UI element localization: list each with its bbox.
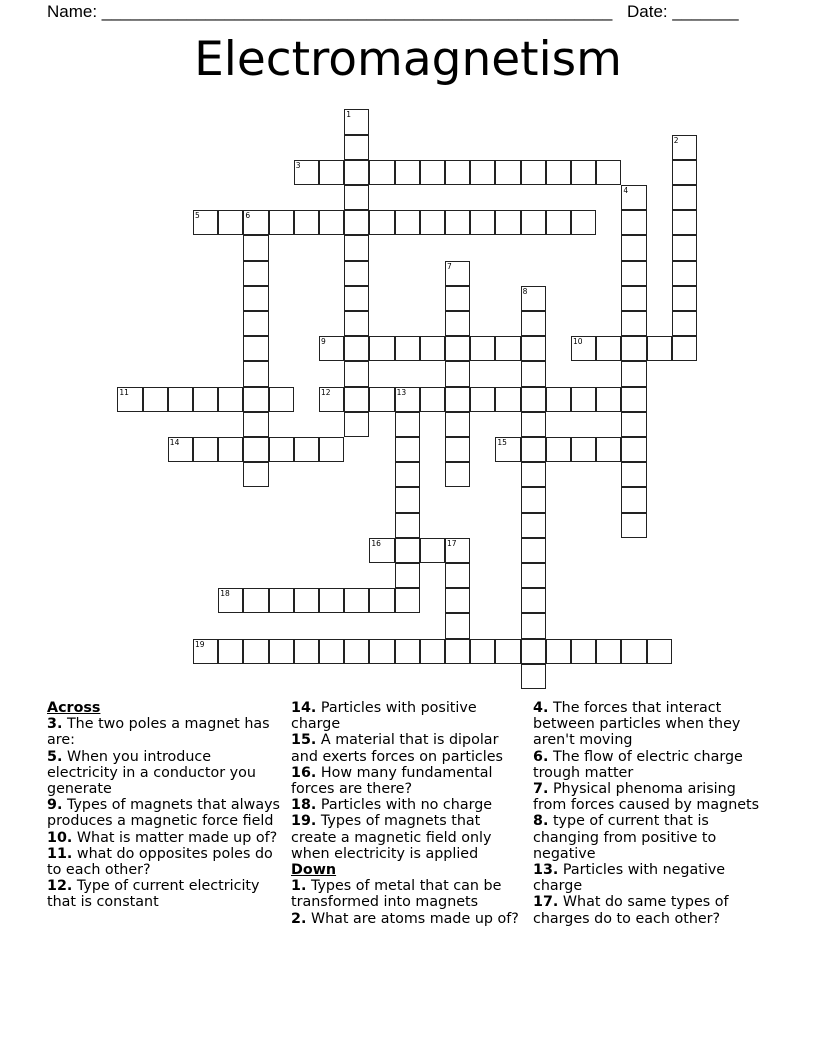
grid-cell[interactable] [344, 412, 369, 437]
grid-cell[interactable] [395, 387, 420, 412]
grid-cell[interactable] [395, 160, 420, 185]
grid-cell[interactable] [672, 210, 697, 235]
grid-cell[interactable] [470, 387, 495, 412]
grid-cell[interactable] [546, 437, 571, 462]
grid-cell[interactable] [596, 160, 621, 185]
clue-number: 15. [291, 732, 317, 749]
grid-cell[interactable] [571, 160, 596, 185]
grid-cell[interactable] [521, 487, 546, 512]
grid-cell[interactable] [395, 588, 420, 613]
crossword-grid [118, 110, 698, 691]
grid-cell[interactable] [243, 639, 268, 664]
grid-cell[interactable] [495, 336, 520, 361]
grid-cell[interactable] [445, 639, 470, 664]
grid-cell[interactable] [369, 639, 394, 664]
clue-text: What are atoms made up of? [310, 910, 519, 927]
grid-cell[interactable] [269, 387, 294, 412]
grid-cell[interactable] [344, 160, 369, 185]
grid-cell[interactable] [672, 336, 697, 361]
grid-cell[interactable] [243, 311, 268, 336]
clue-number: 16. [291, 764, 317, 781]
clue-text: How many fundamental forces are there? [291, 764, 493, 798]
grid-cell[interactable] [647, 336, 672, 361]
grid-cell[interactable] [445, 412, 470, 437]
grid-cell[interactable] [193, 387, 218, 412]
grid-cell[interactable] [420, 336, 445, 361]
grid-cell[interactable] [521, 538, 546, 563]
grid-cell[interactable] [243, 286, 268, 311]
grid-cell[interactable] [672, 261, 697, 286]
grid-cell[interactable] [445, 261, 470, 286]
grid-cell[interactable] [596, 639, 621, 664]
grid-cell[interactable] [319, 639, 344, 664]
grid-cell[interactable] [445, 563, 470, 588]
grid-cell[interactable] [218, 387, 243, 412]
grid-cell[interactable] [546, 210, 571, 235]
grid-cell[interactable] [621, 235, 646, 260]
grid-cell[interactable] [621, 261, 646, 286]
grid-cell[interactable] [243, 361, 268, 386]
clue-across [47, 846, 283, 878]
clue-number-label: 19 [195, 639, 205, 649]
grid-cell[interactable] [470, 639, 495, 664]
date-field-label: Date: _______ [627, 2, 739, 21]
clue-down [533, 894, 769, 926]
grid-cell[interactable] [269, 639, 294, 664]
clue-text: Type of current electricity that is constant [47, 878, 260, 911]
clue-number-label: 17 [447, 538, 457, 548]
grid-cell[interactable] [294, 437, 319, 462]
clue-column-3 [533, 700, 769, 927]
grid-cell[interactable] [243, 261, 268, 286]
clue-number: 7. [533, 781, 549, 798]
grid-cell[interactable] [521, 563, 546, 588]
grid-cell[interactable] [193, 639, 218, 664]
clue-text: A material that is dipolar and exerts forces on particles [291, 732, 503, 765]
grid-cell[interactable] [369, 387, 394, 412]
grid-cell[interactable] [596, 437, 621, 462]
across-heading: Across [47, 700, 101, 716]
grid-cell[interactable] [395, 639, 420, 664]
clue-down [533, 813, 769, 862]
grid-cell[interactable] [319, 210, 344, 235]
grid-cell[interactable] [117, 387, 142, 412]
clue-text: The flow of electric charge trough matter [533, 748, 743, 781]
grid-cell[interactable] [395, 336, 420, 361]
grid-cell[interactable] [344, 361, 369, 386]
clue-number-label: 8 [522, 286, 528, 296]
grid-cell[interactable] [395, 563, 420, 588]
clue-across [291, 813, 527, 862]
grid-cell[interactable] [596, 336, 621, 361]
grid-cell[interactable] [521, 613, 546, 638]
clue-number-label: 13 [396, 387, 407, 397]
clue-across [291, 700, 527, 732]
clue-across [47, 830, 283, 846]
grid-cell[interactable] [369, 538, 394, 563]
grid-cell[interactable] [621, 387, 646, 412]
grid-cell[interactable] [294, 588, 319, 613]
clue-text: Particles with no charge [320, 797, 493, 814]
clue-number: 13. [533, 862, 559, 879]
grid-cell[interactable] [168, 387, 193, 412]
grid-cell[interactable] [395, 437, 420, 462]
grid-cell[interactable] [344, 185, 369, 210]
clue-number: 4. [533, 700, 549, 716]
grid-cell[interactable] [521, 437, 546, 462]
clue-text: Types of metal that can be transformed into magnets [291, 878, 502, 911]
grid-cell[interactable] [571, 210, 596, 235]
grid-cell[interactable] [420, 160, 445, 185]
clue-number-label: 7 [447, 261, 452, 271]
grid-cell[interactable] [319, 588, 344, 613]
clue-down [291, 911, 527, 927]
clue-number-label: 14 [169, 438, 180, 447]
grid-cell[interactable] [621, 361, 646, 386]
grid-cell[interactable] [621, 210, 646, 235]
grid-cell[interactable] [672, 185, 697, 210]
grid-cell[interactable] [319, 437, 344, 462]
grid-cell[interactable] [621, 311, 646, 336]
grid-cell[interactable] [546, 387, 571, 412]
clue-text: Types of magnets that always produces a magnetic force field [47, 797, 280, 830]
grid-cell[interactable] [445, 588, 470, 613]
clue-number: 2. [291, 910, 307, 927]
grid-cell[interactable] [420, 639, 445, 664]
grid-cell[interactable] [420, 210, 445, 235]
clue-number-label: 18 [220, 589, 230, 599]
grid-cell[interactable] [470, 210, 495, 235]
clue-text: type of current that is changing from positive to negative [533, 813, 717, 862]
clue-number: 18. [291, 797, 317, 814]
grid-cell[interactable] [344, 639, 369, 664]
clue-number-label: 15 [497, 438, 507, 447]
grid-cell[interactable] [546, 160, 571, 185]
grid-cell[interactable] [445, 210, 470, 235]
page-title: Electromagnetism [194, 32, 622, 87]
grid-cell[interactable] [621, 639, 646, 664]
grid-cell[interactable] [269, 437, 294, 462]
grid-cell[interactable] [294, 639, 319, 664]
grid-cell[interactable] [344, 286, 369, 311]
grid-cell[interactable] [621, 336, 646, 361]
clue-number: 12. [47, 878, 73, 895]
grid-cell[interactable] [218, 639, 243, 664]
grid-cell[interactable] [344, 311, 369, 336]
grid-cell[interactable] [168, 437, 193, 462]
clue-number-label: 3 [295, 160, 301, 170]
grid-cell[interactable] [495, 437, 520, 462]
clue-number: 14. [291, 700, 317, 716]
grid-cell[interactable] [571, 437, 596, 462]
clue-number-label: 11 [119, 387, 129, 397]
clue-number-label: 4 [623, 186, 629, 195]
grid-cell[interactable] [445, 613, 470, 638]
clue-number-label: 5 [195, 211, 200, 221]
grid-cell[interactable] [193, 210, 218, 235]
grid-cell[interactable] [621, 437, 646, 462]
grid-cell[interactable] [521, 664, 546, 689]
grid-cell[interactable] [672, 235, 697, 260]
clue-number-label: 10 [573, 337, 583, 347]
grid-cell[interactable] [521, 210, 546, 235]
clue-across [291, 765, 527, 797]
clue-down [533, 862, 769, 894]
clue-number: 19. [291, 813, 317, 830]
clue-text: what do opposites poles do to each other? [47, 845, 273, 879]
grid-cell[interactable] [445, 361, 470, 386]
clue-number: 6. [533, 748, 549, 765]
grid-cell[interactable] [218, 437, 243, 462]
grid-cell[interactable] [470, 160, 495, 185]
grid-cell[interactable] [495, 160, 520, 185]
grid-cell[interactable] [521, 160, 546, 185]
clue-down [533, 749, 769, 781]
grid-cell[interactable] [344, 336, 369, 361]
clue-text: Particles with negative charge [533, 862, 726, 895]
grid-cell[interactable] [344, 210, 369, 235]
grid-cell[interactable] [445, 286, 470, 311]
clue-number: 5. [47, 748, 63, 765]
grid-cell[interactable] [395, 487, 420, 512]
grid-cell[interactable] [243, 412, 268, 437]
clue-across [47, 716, 283, 748]
grid-cell[interactable] [344, 109, 369, 134]
grid-cell[interactable] [546, 639, 571, 664]
clue-number-label: 16 [371, 538, 381, 548]
clue-number: 1. [291, 878, 307, 895]
clue-across [47, 878, 283, 910]
grid-cell[interactable] [521, 336, 546, 361]
clue-across [47, 749, 283, 798]
grid-cell[interactable] [344, 588, 369, 613]
grid-cell[interactable] [521, 311, 546, 336]
clue-text: Types of magnets that create a magnetic field only when electricity is applied [291, 813, 492, 862]
grid-cell[interactable] [319, 387, 344, 412]
grid-cell[interactable] [369, 160, 394, 185]
grid-cell[interactable] [193, 437, 218, 462]
clue-across [291, 797, 527, 813]
grid-cell[interactable] [621, 412, 646, 437]
grid-cell[interactable] [395, 412, 420, 437]
grid-cell[interactable] [243, 210, 268, 235]
grid-cell[interactable] [344, 387, 369, 412]
clue-number-label: 2 [673, 135, 679, 145]
grid-cell[interactable] [521, 286, 546, 311]
grid-cell[interactable] [445, 160, 470, 185]
grid-cell[interactable] [495, 639, 520, 664]
grid-cell[interactable] [218, 588, 243, 613]
clue-number-label: 6 [245, 211, 251, 221]
grid-cell[interactable] [344, 235, 369, 260]
clue-number: 3. [47, 716, 63, 733]
grid-cell[interactable] [445, 437, 470, 462]
clue-text: The forces that interact between particles when they aren't moving [533, 700, 741, 749]
clue-number-label: 9 [321, 337, 326, 347]
grid-cell[interactable] [672, 135, 697, 160]
grid-cell[interactable] [395, 538, 420, 563]
grid-cell[interactable] [571, 387, 596, 412]
clue-text: The two poles a magnet has are: [47, 716, 270, 749]
grid-cell[interactable] [243, 437, 268, 462]
grid-cell[interactable] [344, 261, 369, 286]
grid-cell[interactable] [621, 487, 646, 512]
grid-cell[interactable] [243, 462, 268, 487]
grid-cell[interactable] [294, 160, 319, 185]
grid-cell[interactable] [369, 336, 394, 361]
grid-cell[interactable] [395, 513, 420, 538]
grid-cell[interactable] [495, 387, 520, 412]
clue-text: Physical phenoma arising from forces caused by magnets [533, 781, 760, 814]
grid-cell[interactable] [521, 462, 546, 487]
clue-number-label: 12 [321, 387, 331, 397]
grid-cell[interactable] [445, 387, 470, 412]
grid-cell[interactable] [521, 387, 546, 412]
grid-cell[interactable] [269, 210, 294, 235]
grid-cell[interactable] [621, 513, 646, 538]
grid-cell[interactable] [445, 311, 470, 336]
clue-text: When you introduce electricity in a conductor you generate [47, 748, 256, 798]
grid-cell[interactable] [218, 210, 243, 235]
clue-down [533, 700, 769, 749]
grid-cell[interactable] [344, 135, 369, 160]
clue-number: 11. [47, 845, 73, 862]
grid-cell[interactable] [445, 336, 470, 361]
name-field-label: Name: ______________________________________________________ [47, 2, 613, 21]
grid-cell[interactable] [672, 160, 697, 185]
clue-down [291, 878, 527, 910]
grid-cell[interactable] [269, 588, 294, 613]
grid-cell[interactable] [647, 639, 672, 664]
clue-number: 10. [47, 829, 73, 846]
clue-text: Particles with positive charge [291, 700, 477, 733]
grid-cell[interactable] [395, 462, 420, 487]
grid-cell[interactable] [243, 387, 268, 412]
grid-cell[interactable] [672, 311, 697, 336]
grid-cell[interactable] [395, 210, 420, 235]
clue-column-2 [291, 700, 527, 927]
grid-cell[interactable] [319, 160, 344, 185]
grid-cell[interactable] [294, 210, 319, 235]
grid-cell[interactable] [495, 210, 520, 235]
grid-cell[interactable] [621, 286, 646, 311]
grid-cell[interactable] [445, 538, 470, 563]
grid-cell[interactable] [243, 588, 268, 613]
grid-cell[interactable] [621, 462, 646, 487]
grid-cell[interactable] [621, 185, 646, 210]
grid-cell[interactable] [445, 462, 470, 487]
grid-cell[interactable] [571, 639, 596, 664]
clue-across [47, 797, 283, 829]
grid-cell[interactable] [243, 336, 268, 361]
grid-cell[interactable] [521, 513, 546, 538]
down-heading: Down [291, 862, 337, 879]
clue-text: What is matter made up of? [76, 829, 278, 846]
grid-cell[interactable] [521, 588, 546, 613]
grid-cell[interactable] [420, 387, 445, 412]
grid-cell[interactable] [319, 336, 344, 361]
grid-cell[interactable] [672, 286, 697, 311]
grid-cell[interactable] [369, 588, 394, 613]
grid-cell[interactable] [521, 361, 546, 386]
grid-cell[interactable] [420, 538, 445, 563]
grid-cell[interactable] [243, 235, 268, 260]
clue-number-label: 1 [346, 110, 351, 120]
clue-number: 8. [533, 813, 549, 830]
clue-number: 17. [533, 894, 559, 911]
grid-cell[interactable] [143, 387, 168, 412]
clue-across [291, 732, 527, 764]
grid-cell[interactable] [369, 210, 394, 235]
grid-cell[interactable] [470, 336, 495, 361]
clue-text: What do same types of charges do to each other? [533, 894, 729, 927]
clue-column-1 [47, 700, 283, 911]
clue-number: 9. [47, 797, 63, 814]
grid-cell[interactable] [521, 639, 546, 664]
grid-cell[interactable] [596, 387, 621, 412]
grid-cell[interactable] [521, 412, 546, 437]
grid-cell[interactable] [571, 336, 596, 361]
clue-down [533, 781, 769, 813]
